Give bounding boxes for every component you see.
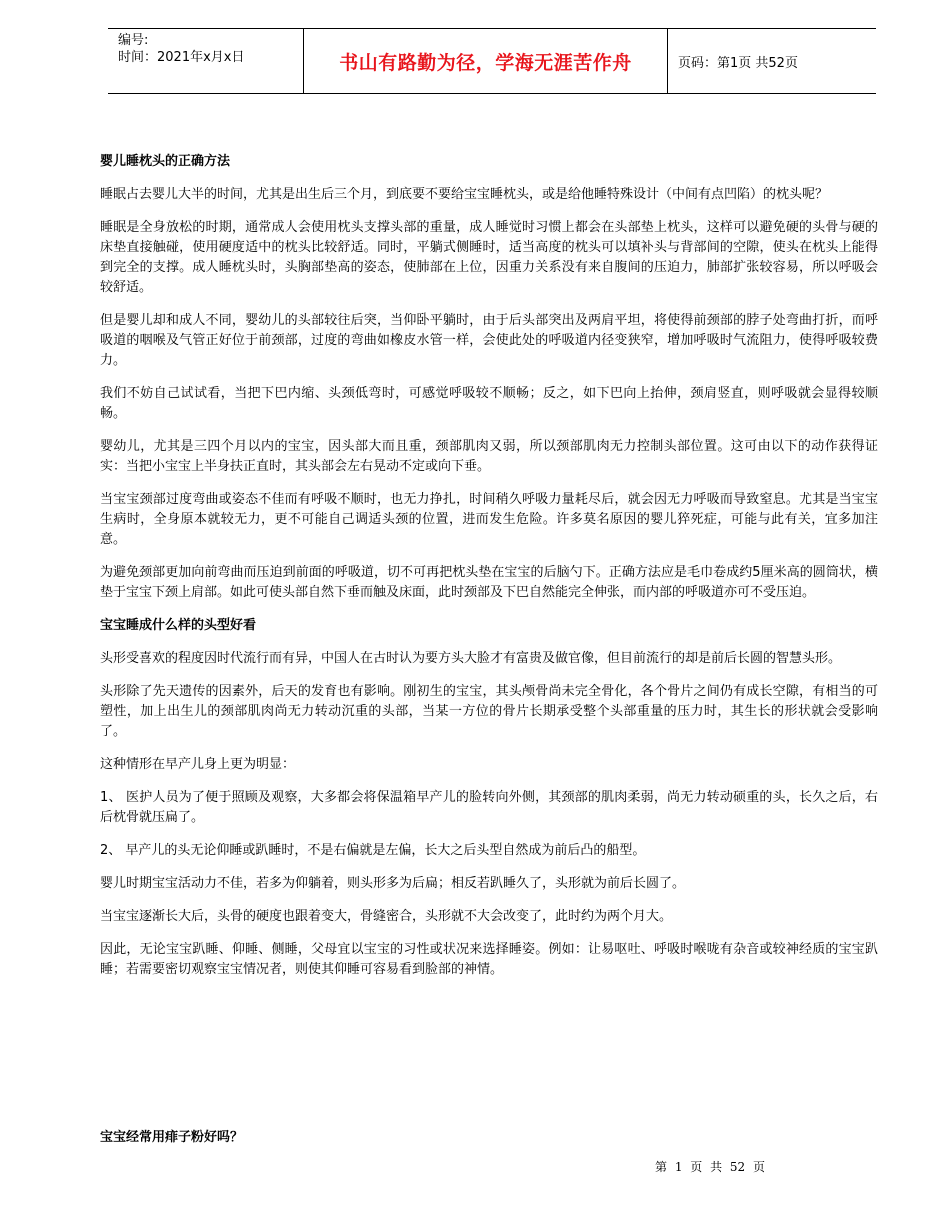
paragraph: 睡眠是全身放松的时期，通常成人会使用枕头支撑头部的重量，成人睡觉时习惯上都会在头部垫上枕头，这样可以避免硬的头骨与硬的床垫直接触碰，使用硬度适中的枕头比较舒适。同时，平躺式侧睡时，适当高度的枕头可以填补头与背部间的空隙，使头在枕头上能得到完全的支撑。成人睡枕头时，头胸部垫高的姿态，使肺部在上位，因重力关系没有来自腹间的压迫力，肺部扩张较容易，所以呼吸会较舒适。 xyxy=(100,220,878,295)
section-title: 婴儿睡枕头的正确方法 xyxy=(100,154,231,169)
serial-label: 编号: xyxy=(118,33,149,48)
section-title: 宝宝睡成什么样的头型好看 xyxy=(100,618,257,633)
paragraph: 我们不妨自己试试看，当把下巴内缩、头颈低弯时，可感觉呼吸较不顺畅；反之，如下巴向上抬伸，颈肩竖直，则呼吸就会显得较顺畅。 xyxy=(100,386,878,421)
document-body xyxy=(100,152,878,993)
paragraph: 婴幼儿，尤其是三四个月以内的宝宝，因头部大而且重，颈部肌肉又弱，所以颈部肌肉无力控制头部位置。这可由以下的动作获得证实：当把小宝宝上半身扶正直时，其头部会左右晃动不定或向下垂。 xyxy=(100,439,878,474)
paragraph: 头形受喜欢的程度因时代流行而有异，中国人在古时认为要方头大脸才有富贵及做官像，但目前流行的却是前后长圆的智慧头形。 xyxy=(100,651,842,666)
page-footer: 第 1 页 共 52 页 xyxy=(655,1160,765,1174)
paragraph: 因此，无论宝宝趴睡、仰睡、侧睡，父母宜以宝宝的习性或状况来选择睡姿。例如：让易呕吐、呼吸时喉咙有杂音或较神经质的宝宝趴睡；若需要密切观察宝宝情况者，则使其仰睡可容易看到脸部的神情。 xyxy=(100,942,878,977)
paragraph: 当宝宝逐渐长大后，头骨的硬度也跟着变大，骨缝密合，头形就不大会改变了，此时约为两个月大。 xyxy=(100,909,673,924)
page-info: 页码：第1页 共52页 xyxy=(678,55,798,71)
list-item: 1、 医护人员为了便于照顾及观察，大多都会将保温箱早产儿的脸转向外侧，其颈部的肌肉柔弱，尚无力转动硕重的头，长久之后，右后枕骨就压扁了。 xyxy=(100,790,878,825)
paragraph: 睡眠占去婴儿大半的时间，尤其是出生后三个月，到底要不要给宝宝睡枕头，或是给他睡特殊设计（中间有点凹陷）的枕头呢？ xyxy=(100,187,829,202)
header-meta-cell xyxy=(108,29,304,93)
header-motto-cell xyxy=(304,29,668,93)
paragraph: 为避免颈部更加向前弯曲而压迫到前面的呼吸道，切不可再把枕头垫在宝宝的后脑勺下。正确方法应是毛巾卷成约5厘米高的圆筒状，横垫于宝宝下颈上肩部。如此可使头部自然下垂而触及床面，此时颈部及下巴自然能完全伸张，而内部的呼吸道亦可不受压迫。 xyxy=(100,565,878,600)
motto-text: 书山有路勤为径，学海无涯苦作舟 xyxy=(339,51,632,74)
header-page-cell xyxy=(668,29,876,93)
header-table xyxy=(108,28,876,94)
paragraph: 但是婴儿却和成人不同，婴幼儿的头部较往后突，当仰卧平躺时，由于后头部突出及两肩平坦，将使得前颈部的脖子处弯曲打折，而呼吸道的咽喉及气管正好位于前颈部，过度的弯曲如橡皮水管一样，会使此处的呼吸道内径变狭窄，增加呼吸时气流阻力，使得呼吸较费力。 xyxy=(100,313,878,368)
date-label: 时间：2021年x月x日 xyxy=(118,50,245,65)
paragraph: 婴儿时期宝宝活动力不佳，若多为仰躺着，则头形多为后扁；相反若趴睡久了，头形就为前后长圆了。 xyxy=(100,876,686,891)
list-item: 2、 早产儿的头无论仰睡或趴睡时，不是右偏就是左偏，长大之后头型自然成为前后凸的船型。 xyxy=(100,843,646,858)
paragraph: 这种情形在早产儿身上更为明显： xyxy=(100,757,296,772)
paragraph: 当宝宝颈部过度弯曲或姿态不佳而有呼吸不顺时，也无力挣扎，时间稍久呼吸力量耗尽后，就会因无力呼吸而导致窒息。尤其是当宝宝生病时，全身原本就较无力，更不可能自己调适头颈的位置，进而发生危险。许多莫名原因的婴儿猝死症，可能与此有关，宜多加注意。 xyxy=(100,492,878,547)
paragraph: 头形除了先天遗传的因素外，后天的发育也有影响。刚初生的宝宝，其头颅骨尚未完全骨化，各个骨片之间仍有成长空隙，有相当的可塑性，加上出生儿的颈部肌肉尚无力转动沉重的头部，当某一方位的骨片长期承受整个头部重量的压力时，其生长的形状就会受影响了。 xyxy=(100,684,878,739)
next-section-title: 宝宝经常用痱子粉好吗？ xyxy=(100,1130,244,1145)
